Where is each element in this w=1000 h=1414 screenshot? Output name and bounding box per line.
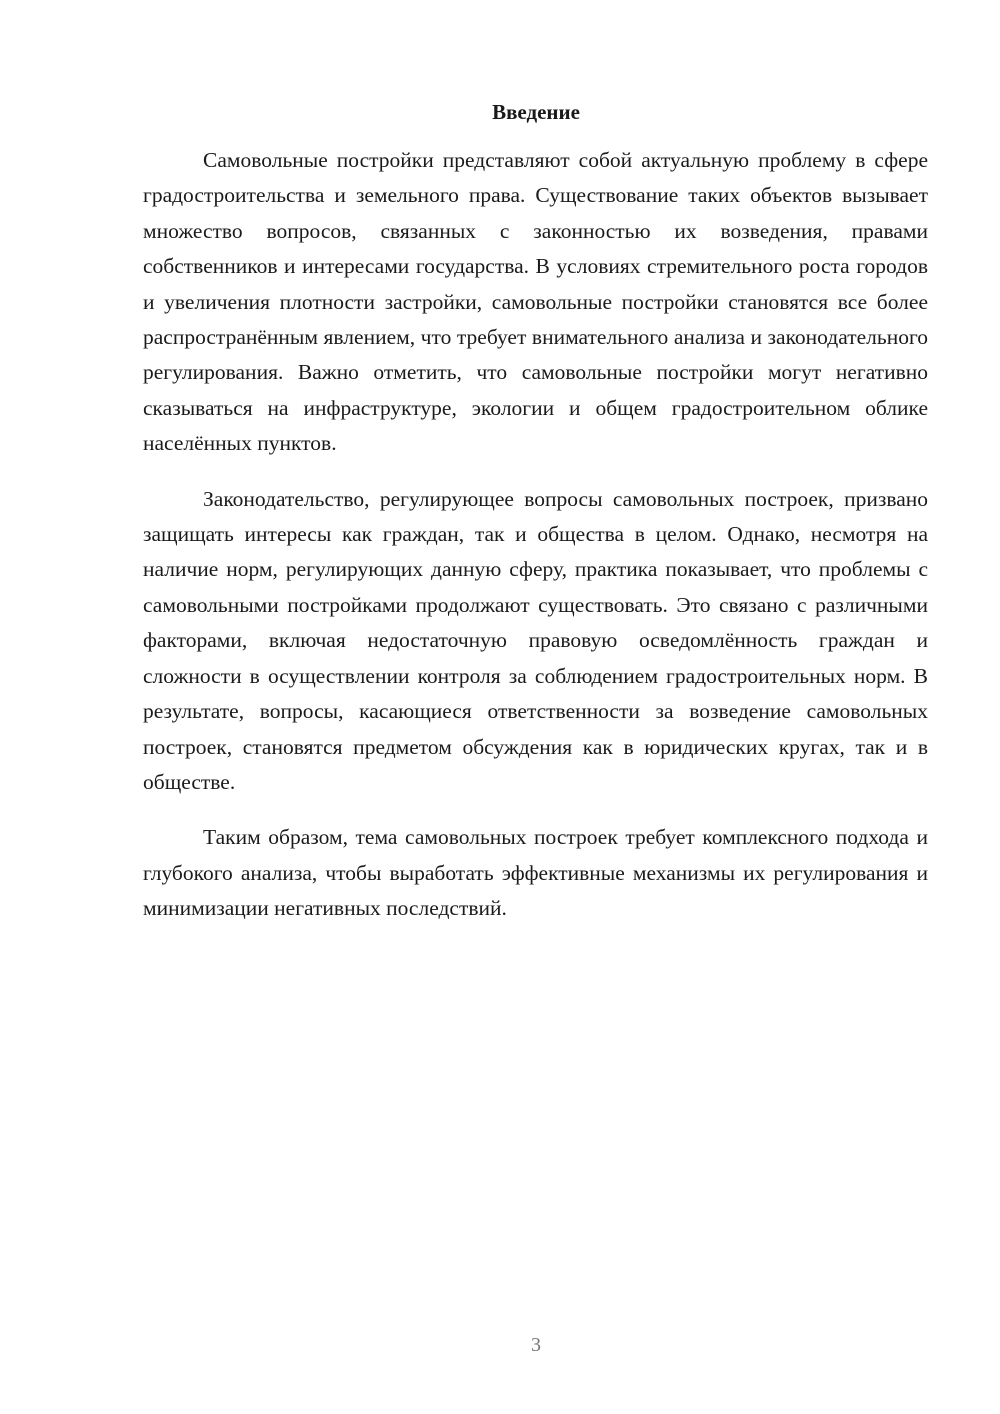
paragraph-1: Самовольные постройки представляют собой актуальную проблему в сфере градостроительства и земельного права. Существование таких объектов вызывает множество вопросов, связанных с законностью их возведения, правами собственников и интересами государства. В условиях стремительного роста городов и увеличения плотности застройки, самовольные постройки становятся все более распространённым явлением, что требует внимательного анализа и законодательного регулирования. Важно отметить, что самовольные постройки могут негативно сказываться на инфраструктуре, экологии и общем градостроительном облике населённых пунктов. [143, 148, 928, 456]
body-text [143, 143, 928, 947]
paragraph-2: Законодательство, регулирующее вопросы самовольных построек, призвано защищать интересы как граждан, так и общества в целом. Однако, несмотря на наличие норм, регулирующих данную сферу, практика показывает, что проблемы с самовольными постройками продолжают существовать. Это связано с различными факторами, включая недостаточную правовую осведомлённость граждан и сложности в осуществлении контроля за соблюдением градостроительных норм. В результате, вопросы, касающиеся ответственности за возведение самовольных построек, становятся предметом обсуждения как в юридических кругах, так и в обществе. [143, 486, 928, 794]
page-number: 3 [531, 1334, 541, 1356]
section-heading: Введение [492, 100, 580, 124]
paragraph-3: Таким образом, тема самовольных построек требует комплексного подхода и глубокого анализа, чтобы выработать эффективные механизмы их регулирования и минимизации негативных последствий. [143, 825, 928, 921]
